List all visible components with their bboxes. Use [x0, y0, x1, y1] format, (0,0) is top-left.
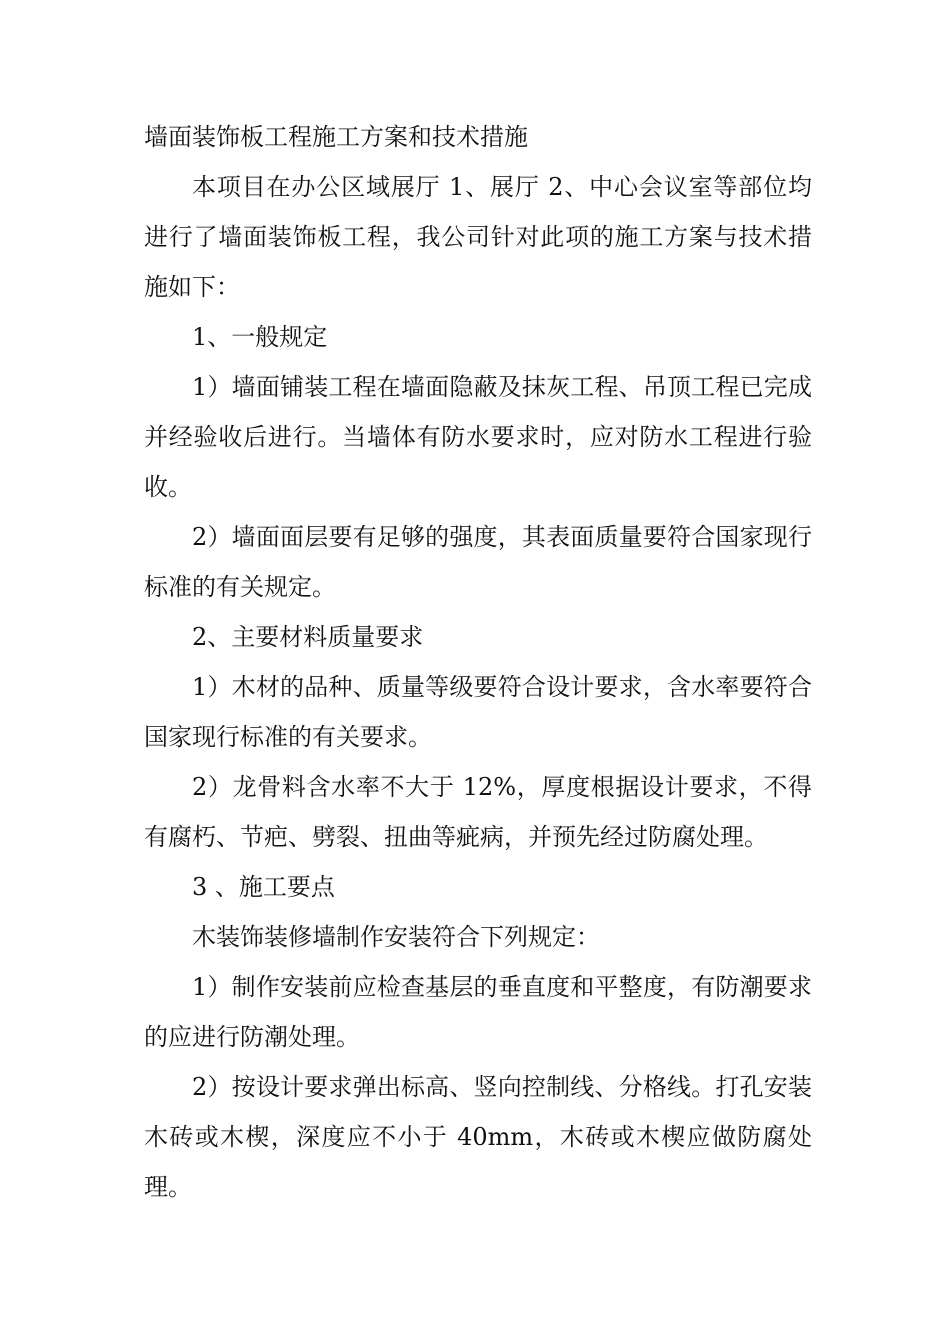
paragraph-rule-2: 2）墙面面层要有足够的强度，其表面质量要符合国家现行标准的有关规定。 — [144, 523, 812, 601]
paragraph-construction-1: 1）制作安装前应检查基层的垂直度和平整度，有防潮要求的应进行防潮处理。 — [144, 973, 812, 1051]
section-heading-construction-points: 3 、施工要点 — [192, 873, 335, 901]
document-title: 墙面装饰板工程施工方案和技术措施 — [144, 123, 528, 151]
paragraph-construction-2: 2）按设计要求弹出标高、竖向控制线、分格线。打孔安装木砖或木楔，深度应不小于 40mm，木砖或木楔应做防腐处理。 — [144, 1073, 812, 1201]
paragraph-material-1: 1）木材的品种、质量等级要符合设计要求，含水率要符合国家现行标准的有关要求。 — [144, 673, 812, 751]
document-body — [144, 112, 812, 1212]
paragraph-rule-1: 1）墙面铺装工程在墙面隐蔽及抹灰工程、吊顶工程已完成并经验收后进行。当墙体有防水要求时，应对防水工程进行验收。 — [144, 373, 812, 501]
paragraph-intro: 本项目在办公区域展厅 1、展厅 2、中心会议室等部位均进行了墙面装饰板工程，我公司针对此项的施工方案与技术措施如下： — [144, 173, 812, 301]
paragraph-construction-intro: 木装饰装修墙制作安装符合下列规定： — [192, 923, 600, 951]
section-heading-general-rules: 1、一般规定 — [192, 323, 328, 351]
section-heading-materials: 2、主要材料质量要求 — [192, 623, 424, 651]
paragraph-material-2: 2）龙骨料含水率不大于 12%，厚度根据设计要求，不得有腐朽、节疤、劈裂、扭曲等疵病，并预先经过防腐处理。 — [144, 773, 812, 851]
